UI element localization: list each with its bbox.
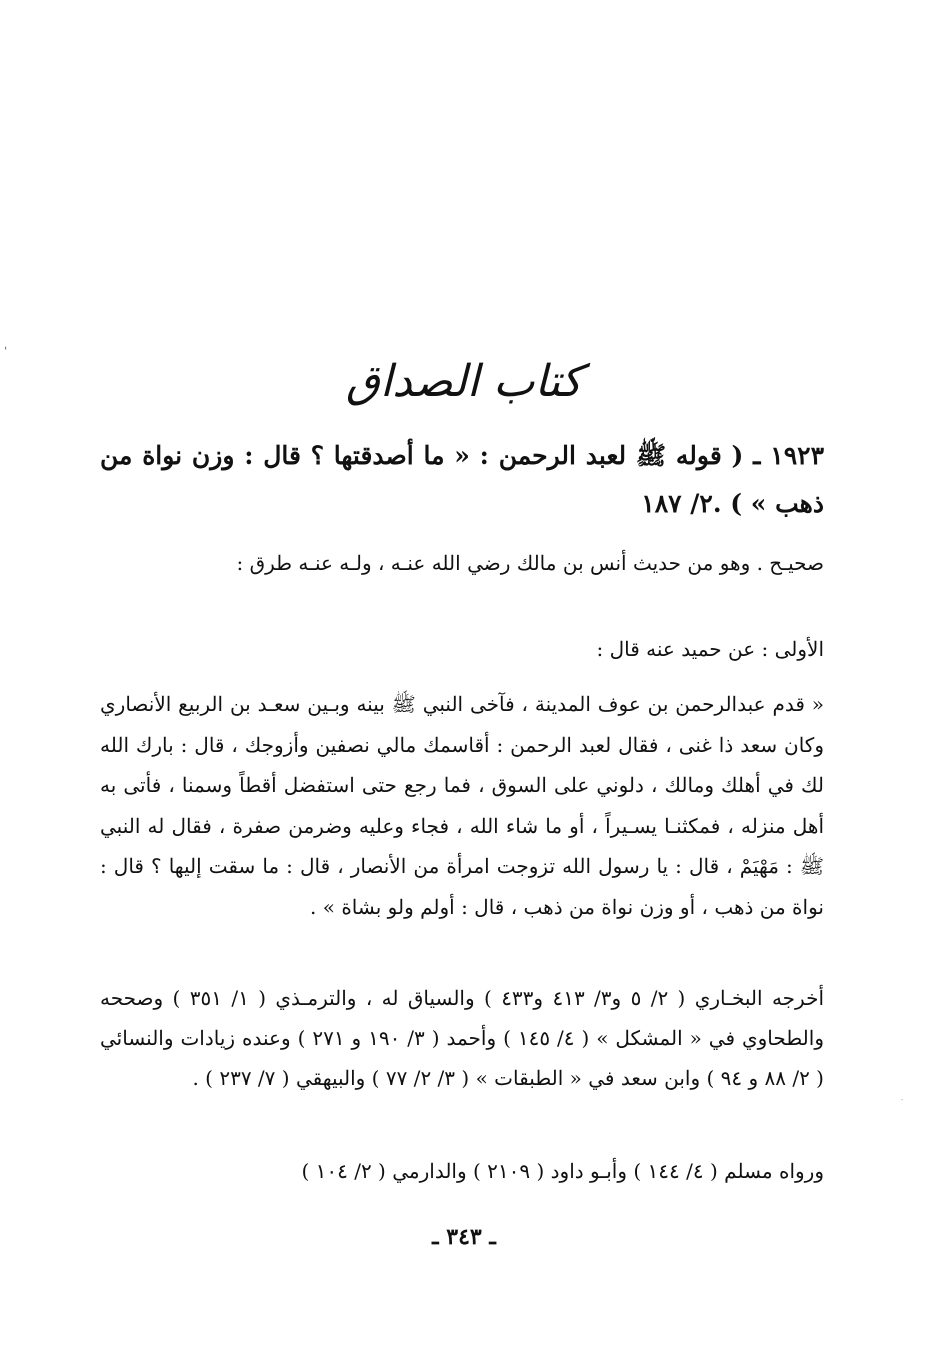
hadith-text-paragraph: « قدم عبدالرحمن بن عوف المدينة ، فآخى النبي ﷺ بينه وبـين سعـد بن الربيع الأنصاري وكان سعد ذا غنى ، فقال لعبد الرحمن : أقاسمك مالي نصفين وأزوجك ، قال : بارك الله لك في أهلك ومالك ، دلوني على السوق ، فما رجع حتى استفضل أقطاً وسمنا ، فأتى به أهل منزله ، فمكثنـا يسـيراً ، أو ما شاء الله ، فجاء وعليه وضرمن صفرة ، فقال له النبي ﷺ : مَهْيَمْ ، قال : يا رسول الله تزوجت امرأة من الأنصار ، قال : ما سقت إليها ؟ قال : نواة من ذهب ، أو وزن نواة من ذهب ، قال : أولم ولو بشاة » . (100, 692, 825, 919)
grade-paragraph: صحيـح . وهو من حديث أنس بن مالك رضي الله عنـه ، ولـه عنـه طرق : (236, 551, 824, 575)
takhrij-paragraph: أخرجه البخـاري ( ٢/ ٥ و٣/ ٤١٣ و٤٣٣ ) والسياق له ، والترمـذي ( ١/ ٣٥١ ) وصححه والطحاوي في « المشكل » ( ٤/ ١٤٥ ) وأحمد ( ٣/ ١٩٠ و ٢٧١ ) وعنده زيادات والنسائي ( ٢/ ٨٨ و ٩٤ ) وابن سعد في « الطبقات » ( ٣/ ٢/ ٧٧ ) والبيهقي ( ٧/ ٢٣٧ ) . (100, 986, 824, 1090)
page-number: ـ ٣٤٣ ـ (432, 1224, 496, 1250)
muslim-paragraph: ورواه مسلم ( ٤/ ١٤٤ ) وأبـو داود ( ٢١٠٩ ) والدارمي ( ٢/ ١٠٤ ) (301, 1159, 824, 1183)
first-chain-paragraph: الأولى : عن حميد عنه قال : (596, 637, 824, 661)
margin-speck: ˈ (4, 345, 8, 359)
hadith-heading: ١٩٢٣ ـ ( قوله ﷺ لعبد الرحمن : « ما أصدقتها ؟ قال : وزن نواة من ذهب » ) .٢/ ١٨٧ (100, 441, 824, 518)
chapter-title: كتاب الصداق (345, 356, 583, 407)
